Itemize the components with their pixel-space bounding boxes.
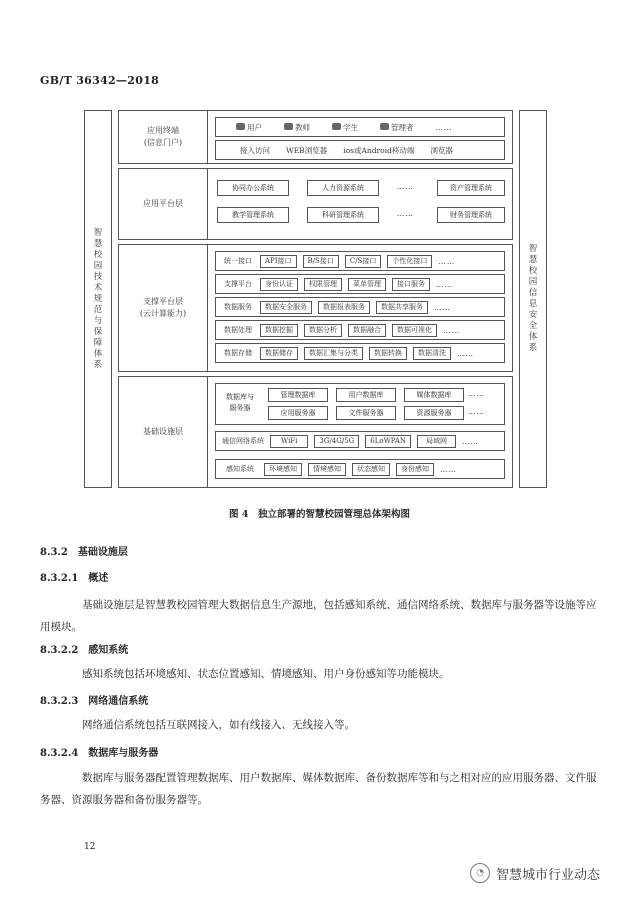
- module-chip: 个性化接口: [387, 255, 432, 268]
- row-more: ……: [438, 256, 456, 266]
- side-char: 慧: [528, 255, 538, 265]
- section-number: 8.3.2.1: [40, 573, 79, 584]
- right-side-label: [520, 111, 546, 487]
- right-side-bar: [519, 110, 547, 488]
- network-chip: 3G/4G/5G: [314, 435, 359, 448]
- support-label-2: (云计算能力): [139, 309, 187, 318]
- row-label: 感知系统: [226, 465, 254, 473]
- db-label-2: 服务器: [229, 404, 251, 412]
- section-heading: [40, 543, 128, 558]
- system-box: 人力资源系统: [307, 180, 379, 196]
- row-more: ……: [436, 279, 453, 289]
- access-row: [215, 140, 505, 160]
- side-char: 园: [528, 277, 538, 287]
- sensing-chip: 环境感知: [264, 463, 302, 476]
- paragraph: 数据库与服务器配置管理数据库、用户数据库、媒体数据库、备份数据库等和与之相对应的应用服务器、文件服务器、资源服务器和备份服务器等。: [40, 772, 597, 806]
- server-box: 文件服务器: [336, 406, 396, 420]
- admin-label: 管理者: [391, 122, 414, 132]
- browser-label: 浏览器: [430, 145, 453, 155]
- sensing-chip: 状态感知: [352, 463, 390, 476]
- support-row: [215, 320, 505, 340]
- user-icon: [236, 123, 245, 130]
- module-chip: 数据汇集与分类: [304, 347, 363, 360]
- support-layer-label: [119, 245, 208, 371]
- teacher-icon: [284, 123, 293, 130]
- support-row: [215, 274, 505, 294]
- module-chip: 数据清洗: [413, 347, 451, 360]
- row-more: ……: [462, 436, 480, 446]
- teacher-label: 教师: [295, 122, 310, 132]
- access-label: 接入访问: [240, 145, 270, 155]
- paragraph: 基础设施层是智慧教校园管理大数据信息生产源地，包括感知系统、通信网络系统、数据库与服务器等设施等应用模块。: [40, 599, 597, 633]
- section-title: 基础设施层: [77, 547, 128, 558]
- application-layer-label: [119, 169, 208, 239]
- row-label: 数据处理: [224, 326, 252, 334]
- standard-header: GB/T 36342—2018: [40, 74, 160, 87]
- section-title: 感知系统: [88, 645, 129, 656]
- side-char: 技: [93, 271, 103, 282]
- module-chip: 数据挖掘: [260, 324, 298, 337]
- module-chip: 身份认证: [260, 278, 298, 291]
- db-more: ……: [468, 389, 485, 398]
- app-more: ……: [397, 209, 414, 218]
- module-chip: 数据报表服务: [318, 301, 370, 314]
- terminal-label-2: (信息门户): [143, 138, 183, 147]
- sensing-chip: 情境感知: [308, 463, 346, 476]
- side-char: 全: [528, 321, 538, 331]
- side-char: 保: [93, 326, 103, 337]
- users-row: [215, 117, 505, 137]
- server-box: 资源服务器: [404, 406, 464, 420]
- side-char: 校: [93, 249, 103, 260]
- system-box: 资产管理系统: [437, 180, 505, 196]
- terminal-layer-label: [119, 111, 208, 163]
- side-char: 息: [528, 299, 538, 309]
- support-row: [215, 297, 505, 317]
- watermark-text: 智慧城市行业动态: [496, 867, 601, 883]
- database-box: 管理数据库: [268, 388, 328, 402]
- admin-icon: [380, 123, 389, 130]
- system-box: 财务管理系统: [437, 207, 505, 223]
- module-chip: C/S接口: [345, 255, 382, 268]
- module-chip: 权限管理: [304, 278, 342, 291]
- section-title: 网络通信系统: [88, 696, 149, 707]
- database-box: 媒体数据库: [404, 388, 464, 402]
- side-char: 系: [528, 343, 538, 353]
- architecture-diagram: [84, 110, 549, 488]
- row-more: ……: [434, 302, 451, 312]
- row-more: ……: [443, 325, 460, 335]
- network-chip: 局域网: [417, 435, 456, 448]
- paragraph: 网络通信系统包括互联网接入，如有线接入、无线接入等。: [82, 719, 355, 731]
- section-number: 8.3.2: [40, 547, 68, 558]
- db-label-1: 数据库与: [226, 393, 254, 401]
- module-chip: 数据安全服务: [260, 301, 312, 314]
- support-row: [215, 343, 505, 363]
- system-box: 科研管理系统: [307, 207, 379, 223]
- support-label-1: 支撑平台层: [143, 297, 183, 306]
- side-char: 慧: [93, 238, 103, 249]
- section-number: 8.3.2.3: [40, 696, 79, 707]
- sensing-chip: 身份感知: [396, 463, 434, 476]
- app-label: 应用平台层: [143, 199, 183, 208]
- section-heading: [40, 569, 108, 584]
- side-char: 体: [93, 348, 103, 359]
- infrastructure-layer: [118, 376, 513, 488]
- watermark: [470, 863, 600, 883]
- row-label: 通信网络系统: [222, 437, 264, 445]
- module-chip: 数据转换: [369, 347, 407, 360]
- network-chip: 6LoWPAN: [365, 435, 411, 448]
- app-more: ……: [397, 182, 414, 191]
- side-char: 与: [93, 315, 103, 326]
- row-label: 数据服务: [224, 303, 252, 311]
- figure-caption: 图 4 独立部署的智慧校园管理总体架构图: [229, 509, 410, 520]
- side-char: 术: [93, 282, 103, 293]
- section-number: 8.3.2.2: [40, 645, 79, 656]
- sensing-row: [215, 459, 505, 479]
- side-char: 智: [93, 227, 103, 238]
- wechat-icon: ◔: [470, 863, 490, 883]
- section-heading: [40, 744, 158, 759]
- mobile-label: ios或Android移动端: [343, 145, 415, 155]
- support-layer: [118, 244, 513, 372]
- module-chip: 数据分析: [304, 324, 342, 337]
- server-more: ……: [468, 407, 485, 416]
- users-more: ……: [435, 122, 453, 132]
- section-title: 概述: [88, 573, 109, 584]
- network-row: [215, 431, 505, 451]
- student-icon: [332, 123, 341, 130]
- side-char: 智: [528, 244, 538, 254]
- module-chip: 数据储存: [260, 347, 298, 360]
- module-chip: B/S接口: [303, 255, 339, 268]
- server-box: 应用服务器: [268, 406, 328, 420]
- db-server-label: [220, 392, 260, 414]
- side-char: 规: [93, 293, 103, 304]
- database-box: 用户数据库: [336, 388, 396, 402]
- section-heading: [40, 641, 128, 656]
- row-label: 支撑平台: [224, 280, 252, 288]
- section-heading: [40, 692, 148, 707]
- row-label: 统一接口: [224, 257, 252, 265]
- module-chip: 数据共享服务: [376, 301, 428, 314]
- system-box: 教学管理系统: [217, 207, 289, 223]
- left-side-bar: [84, 110, 112, 488]
- side-char: 系: [93, 359, 103, 370]
- section-number: 8.3.2.4: [40, 748, 79, 759]
- system-box: 协同办公系统: [217, 180, 289, 196]
- db-server-group: [215, 383, 505, 425]
- module-chip: 数据融合: [348, 324, 386, 337]
- side-char: 园: [93, 260, 103, 271]
- side-char: 信: [528, 288, 538, 298]
- student-label: 学生: [343, 122, 358, 132]
- side-char: 安: [528, 310, 538, 320]
- application-layer: [118, 168, 513, 240]
- side-char: 体: [528, 332, 538, 342]
- terminal-label-1: 应用终端: [147, 126, 179, 135]
- left-side-label: [85, 111, 111, 487]
- section-title: 数据库与服务器: [88, 748, 159, 759]
- module-chip: 菜单管理: [348, 278, 386, 291]
- user-label: 用户: [247, 122, 262, 132]
- terminal-layer: [118, 110, 513, 164]
- page-number: 12: [84, 842, 96, 852]
- row-more: ……: [457, 348, 474, 358]
- paragraph: 感知系统包括环境感知、状态位置感知、情境感知、用户身份感知等功能模块。: [82, 668, 450, 680]
- row-more: ……: [440, 464, 457, 474]
- support-row: [215, 251, 505, 271]
- infra-label: 基础设施层: [143, 427, 183, 436]
- infrastructure-layer-label: [119, 377, 208, 487]
- side-char: 障: [93, 337, 103, 348]
- row-label: 数据存储: [224, 349, 252, 357]
- side-char: 范: [93, 304, 103, 315]
- module-chip: API接口: [260, 255, 297, 268]
- web-browser-label: WEB浏览器: [286, 145, 328, 155]
- side-char: 校: [528, 266, 538, 276]
- module-chip: 接口服务: [392, 278, 430, 291]
- module-chip: 数据可视化: [392, 324, 437, 337]
- network-chip: WiFi: [270, 435, 308, 448]
